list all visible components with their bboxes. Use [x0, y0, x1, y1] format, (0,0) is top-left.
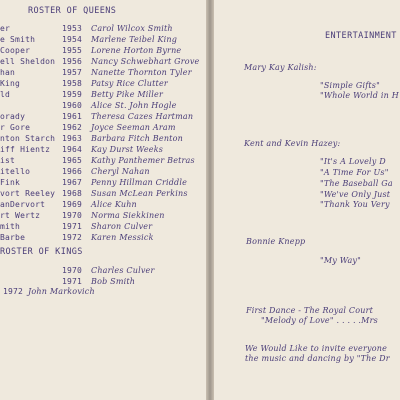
list-item: 1960	[62, 101, 83, 110]
first-dance-line: First Dance - The Royal Court	[246, 306, 374, 315]
song-title: "The Baseball Ga	[320, 179, 393, 188]
list-item: Joyce Seeman Aram	[91, 123, 176, 132]
list-item: Theresa Cazes Hartman	[91, 112, 194, 121]
performer-name: Kent and Kevin Hazey:	[244, 139, 341, 148]
song-title: "Thank You Very	[320, 200, 390, 209]
list-item: 1969	[62, 200, 83, 209]
queens-heading: ROSTER OF QUEENS	[28, 6, 117, 16]
list-item: han	[0, 68, 16, 77]
list-item: Alice St. John Hogle	[91, 101, 177, 110]
list-item: Patsy Rice Clutter	[91, 79, 168, 88]
performer-name: Mary Kay Kalish:	[244, 63, 317, 72]
invitation-line: We Would Like to invite everyone	[245, 344, 388, 353]
list-item: Kathy Panthemer Betras	[91, 156, 195, 165]
list-item: vort Reeley	[0, 189, 56, 198]
list-item: 1971	[62, 277, 83, 286]
list-item: r Gore	[0, 123, 31, 132]
list-item: Nanette Thornton Tyler	[91, 68, 192, 77]
invitation-line: the music and dancing by "The Dr	[245, 354, 390, 363]
list-item: 1968	[62, 189, 83, 198]
list-item: 1963	[62, 134, 83, 143]
list-item: ld	[0, 90, 11, 99]
song-title: "It's A Lovely D	[320, 157, 386, 166]
list-item: King	[0, 79, 21, 88]
list-item: mith	[0, 222, 21, 231]
list-item: John Markovich	[28, 287, 95, 296]
list-item: 1967	[62, 178, 83, 187]
list-item: Marlene Teibel King	[91, 35, 178, 44]
list-item: 1971	[62, 222, 83, 231]
kings-heading: ROSTER OF KINGS	[0, 247, 83, 257]
list-item: 1965	[62, 156, 83, 165]
list-item: Penny Hillman Criddle	[91, 178, 188, 187]
list-item: 1958	[62, 79, 83, 88]
list-item: 1959	[62, 90, 83, 99]
list-item: 1970	[62, 266, 83, 275]
list-item: 1972	[62, 233, 83, 242]
song-title: "My Way"	[320, 256, 362, 265]
list-item: Charles Culver	[91, 266, 155, 275]
song-title: "Simple Gifts"	[320, 81, 380, 90]
list-item: 1972	[3, 287, 24, 296]
list-item: ist	[0, 156, 16, 165]
list-item: Barbe	[0, 233, 26, 242]
song-title: "Whole World in H	[320, 91, 399, 100]
list-item: Kay Durst Weeks	[91, 145, 164, 154]
list-item: 1956	[62, 57, 83, 66]
list-item: itello	[0, 167, 31, 176]
list-item: 1953	[62, 24, 83, 33]
performer-name: Bonnie Knepp	[246, 237, 306, 246]
list-item: Carol Wilcox Smith	[91, 24, 173, 33]
list-item: Betty Pike Miller	[91, 90, 163, 99]
list-item: Barbara Fitch Benton	[91, 134, 183, 143]
list-item: iff Hientz	[0, 145, 51, 154]
list-item: 1970	[62, 211, 83, 220]
list-item: 1962	[62, 123, 83, 132]
list-item: 1955	[62, 46, 83, 55]
list-item: orady	[0, 112, 26, 121]
list-item: 1964	[62, 145, 83, 154]
list-item: Norma Siekkinen	[91, 211, 165, 220]
song-title: "A Time For Us"	[320, 168, 389, 177]
list-item: ell Sheldon	[0, 57, 56, 66]
song-title: "We've Only Just	[320, 190, 391, 199]
list-item: Nancy Schwebhart Grove	[91, 57, 200, 66]
list-item: Susan McLean Perkins	[91, 189, 188, 198]
first-dance-song: "Melody of Love" . . . . .Mrs	[261, 316, 378, 325]
list-item: Bob Smith	[91, 277, 136, 286]
list-item: er	[0, 24, 11, 33]
right-page	[214, 0, 400, 400]
list-item: Sharon Culver	[91, 222, 153, 231]
list-item: nton Starch	[0, 134, 56, 143]
list-item: Lorene Horton Byrne	[91, 46, 182, 55]
list-item: Cheryl Nahan	[91, 167, 150, 176]
list-item: e Smith	[0, 35, 36, 44]
list-item: Fink	[0, 178, 21, 187]
list-item: anDervort	[0, 200, 46, 209]
list-item: 1961	[62, 112, 83, 121]
entertainment-heading: ENTERTAINMENT	[325, 31, 397, 41]
list-item: Karen Messick	[91, 233, 154, 242]
list-item: 1954	[62, 35, 83, 44]
list-item: rt Wertz	[0, 211, 41, 220]
list-item: Cooper	[0, 46, 31, 55]
list-item: 1957	[62, 68, 83, 77]
list-item: Alice Kuhn	[91, 200, 137, 209]
list-item: 1966	[62, 167, 83, 176]
book-gutter	[206, 0, 214, 400]
